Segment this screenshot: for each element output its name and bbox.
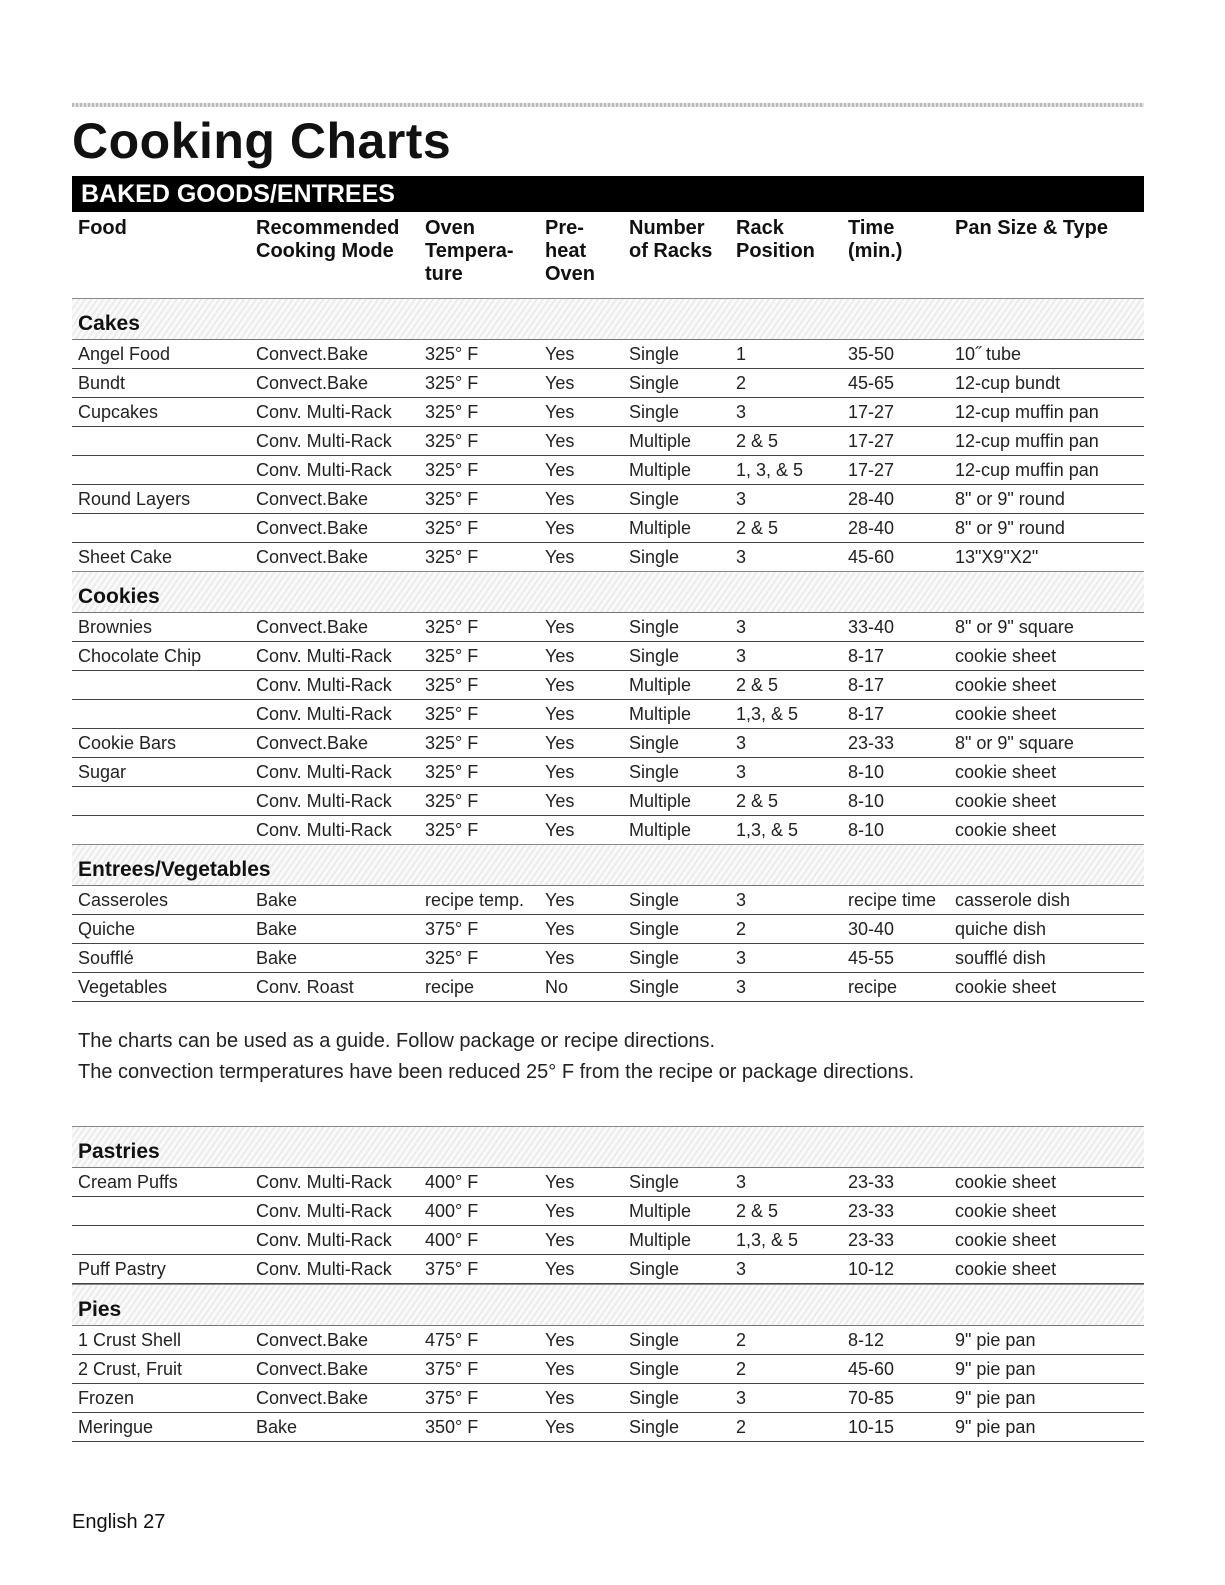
- table-cell: Quiche: [78, 919, 136, 939]
- table-cell: Convect.Bake: [256, 617, 369, 637]
- table-cell: 17-27: [848, 431, 895, 451]
- table-cell: Single: [629, 1388, 680, 1408]
- table-cell: 35-50: [848, 344, 895, 364]
- table-cell: Angel Food: [78, 344, 171, 364]
- table-cell: 9" pie pan: [955, 1330, 1036, 1350]
- table-cell: 325° F: [425, 547, 479, 567]
- table-cell: Single: [629, 489, 680, 509]
- table-cell: Yes: [545, 460, 575, 480]
- table-row: [72, 886, 1144, 915]
- table-row: [72, 700, 1144, 729]
- table-cell: 1,3, & 5: [736, 1230, 799, 1250]
- table-cell: Bundt: [78, 373, 126, 393]
- table-cell: Convect.Bake: [256, 733, 369, 753]
- group-header: [72, 571, 1144, 613]
- table-cell: Yes: [545, 948, 575, 968]
- table-cell: Chocolate Chip: [78, 646, 202, 666]
- table-cell: Convect.Bake: [256, 344, 369, 364]
- table-cell: 1 Crust Shell: [78, 1330, 182, 1350]
- table-cell: 8-17: [848, 646, 885, 666]
- table-cell: Bake: [256, 919, 298, 939]
- table-cell: Yes: [545, 373, 575, 393]
- table-cell: Bake: [256, 1417, 298, 1437]
- column-header-line: Time: [848, 217, 895, 239]
- table-cell: 13"X9"X2": [955, 547, 1039, 567]
- table-cell: 45-60: [848, 547, 895, 567]
- table-cell: 2: [736, 1359, 747, 1379]
- table-cell: Single: [629, 948, 680, 968]
- note-text: The charts can be used as a guide. Follow package or recipe directions.: [78, 1030, 716, 1052]
- table-cell: 8-17: [848, 675, 885, 695]
- table-cell: Conv. Multi-Rack: [256, 820, 392, 840]
- table-cell: Round Layers: [78, 489, 191, 509]
- table-cell: Conv. Multi-Rack: [256, 791, 392, 811]
- table-cell: Conv. Multi-Rack: [256, 1172, 392, 1192]
- table-cell: Convect.Bake: [256, 518, 369, 538]
- table-cell: 8-10: [848, 791, 885, 811]
- table-cell: 8-10: [848, 820, 885, 840]
- table-cell: 10-12: [848, 1259, 895, 1279]
- table-cell: Convect.Bake: [256, 1388, 369, 1408]
- table-cell: cookie sheet: [955, 762, 1057, 782]
- table-cell: Yes: [545, 733, 575, 753]
- table-cell: 3: [736, 547, 747, 567]
- table-cell: 2 & 5: [736, 675, 779, 695]
- table-cell: 3: [736, 489, 747, 509]
- table-cell: 2 & 5: [736, 791, 779, 811]
- table-cell: 375° F: [425, 919, 479, 939]
- column-header: [629, 217, 712, 263]
- table-cell: Convect.Bake: [256, 373, 369, 393]
- table-cell: Single: [629, 1259, 680, 1279]
- group-header: [72, 1284, 1144, 1326]
- column-header-line: Oven: [425, 217, 476, 239]
- table-cell: Conv. Multi-Rack: [256, 460, 392, 480]
- table-cell: 12-cup bundt: [955, 373, 1061, 393]
- table-row: [72, 369, 1144, 398]
- table-cell: Yes: [545, 1417, 575, 1437]
- table-row: [72, 1413, 1144, 1442]
- page-title: Cooking Charts: [72, 113, 452, 169]
- column-header-line: Pre-: [545, 217, 584, 239]
- table-cell: 325° F: [425, 431, 479, 451]
- table-cell: Yes: [545, 1259, 575, 1279]
- table-cell: Sheet Cake: [78, 547, 173, 567]
- table-cell: 325° F: [425, 402, 479, 422]
- table-cell: 12-cup muffin pan: [955, 460, 1099, 480]
- table-cell: 375° F: [425, 1259, 479, 1279]
- table-cell: 400° F: [425, 1172, 479, 1192]
- table-cell: recipe temp.: [425, 890, 525, 910]
- table-row: [72, 1168, 1144, 1197]
- table-cell: 3: [736, 1259, 747, 1279]
- table-cell: Yes: [545, 402, 575, 422]
- table-cell: Single: [629, 1172, 680, 1192]
- group-label: Pastries: [78, 1140, 160, 1163]
- table-cell: Bake: [256, 890, 298, 910]
- table-row: [72, 398, 1144, 427]
- table-cell: cookie sheet: [955, 675, 1057, 695]
- table-cell: 325° F: [425, 489, 479, 509]
- table-cell: Multiple: [629, 1201, 692, 1221]
- table-cell: 30-40: [848, 919, 895, 939]
- table-cell: cookie sheet: [955, 1230, 1057, 1250]
- table-cell: 2: [736, 919, 747, 939]
- table-cell: 12-cup muffin pan: [955, 431, 1099, 451]
- table-cell: Single: [629, 344, 680, 364]
- table-row: [72, 485, 1144, 514]
- table-cell: Yes: [545, 518, 575, 538]
- column-header: [545, 217, 595, 286]
- table-cell: 2 Crust, Fruit: [78, 1359, 183, 1379]
- table-cell: Convect.Bake: [256, 1330, 369, 1350]
- table-row: [72, 1255, 1144, 1284]
- column-header: [425, 217, 514, 286]
- table-cell: Multiple: [629, 1230, 692, 1250]
- table-cell: 325° F: [425, 617, 479, 637]
- table-cell: Single: [629, 617, 680, 637]
- table-cell: casserole dish: [955, 890, 1071, 910]
- table-cell: Yes: [545, 820, 575, 840]
- table-cell: Yes: [545, 890, 575, 910]
- column-header-line: Pan Size & Type: [955, 217, 1109, 239]
- table-cell: Conv. Multi-Rack: [256, 402, 392, 422]
- table-row: [72, 973, 1144, 1002]
- column-header-line: ture: [425, 263, 463, 285]
- table-cell: No: [545, 977, 569, 997]
- table-cell: Bake: [256, 948, 298, 968]
- table-cell: Yes: [545, 1330, 575, 1350]
- note-text: The convection termperatures have been reduced 25° F from the recipe or package directions.: [78, 1061, 915, 1083]
- table-row: [72, 340, 1144, 369]
- table-row: [72, 915, 1144, 944]
- table-cell: 475° F: [425, 1330, 479, 1350]
- table-cell: 2: [736, 1330, 747, 1350]
- table-cell: 400° F: [425, 1201, 479, 1221]
- column-header-line: (min.): [848, 240, 903, 262]
- table-row: [72, 613, 1144, 642]
- table-cell: 325° F: [425, 373, 479, 393]
- table-row: [72, 729, 1144, 758]
- table-cell: 45-60: [848, 1359, 895, 1379]
- table-cell: Yes: [545, 1172, 575, 1192]
- table-cell: Single: [629, 373, 680, 393]
- table-row: [72, 427, 1144, 456]
- table-cell: 23-33: [848, 733, 895, 753]
- table-cell: Cupcakes: [78, 402, 159, 422]
- column-header-line: Number: [629, 217, 705, 239]
- column-header-line: of Racks: [629, 240, 713, 262]
- table-cell: Single: [629, 402, 680, 422]
- table-row: [72, 543, 1144, 572]
- table-cell: Single: [629, 1330, 680, 1350]
- column-header-line: heat: [545, 240, 587, 262]
- column-header-line: Food: [78, 217, 127, 239]
- table-cell: Soufflé: [78, 948, 134, 968]
- table-row: [72, 1197, 1144, 1226]
- table-cell: Yes: [545, 547, 575, 567]
- table-cell: 325° F: [425, 820, 479, 840]
- column-header: [256, 217, 399, 263]
- table-cell: Single: [629, 547, 680, 567]
- table-cell: Brownies: [78, 617, 153, 637]
- table-row: [72, 816, 1144, 845]
- table-cell: Casseroles: [78, 890, 169, 910]
- top-rule: [72, 103, 1144, 107]
- table-cell: Conv. Multi-Rack: [256, 1259, 392, 1279]
- table-cell: soufflé dish: [955, 948, 1046, 968]
- table-cell: Conv. Multi-Rack: [256, 1230, 392, 1250]
- table-cell: 8" or 9" square: [955, 733, 1074, 753]
- table-cell: 3: [736, 402, 747, 422]
- table-row: [72, 642, 1144, 671]
- table-cell: Yes: [545, 1359, 575, 1379]
- table-cell: cookie sheet: [955, 977, 1057, 997]
- table-cell: Cream Puffs: [78, 1172, 178, 1192]
- table-cell: 2: [736, 1417, 747, 1437]
- table-row: [72, 514, 1144, 543]
- table-row: [72, 758, 1144, 787]
- table-cell: 3: [736, 1172, 747, 1192]
- table-cell: Conv. Multi-Rack: [256, 431, 392, 451]
- table-cell: Yes: [545, 791, 575, 811]
- table-cell: 325° F: [425, 518, 479, 538]
- table-cell: 33-40: [848, 617, 895, 637]
- table-cell: 2 & 5: [736, 518, 779, 538]
- table-cell: cookie sheet: [955, 1259, 1057, 1279]
- table-cell: 23-33: [848, 1172, 895, 1192]
- table-cell: 325° F: [425, 733, 479, 753]
- table-row: [72, 944, 1144, 973]
- table-cell: Multiple: [629, 791, 692, 811]
- table-row: [72, 1226, 1144, 1255]
- table-row: [72, 787, 1144, 816]
- table-cell: 10˝ tube: [955, 344, 1022, 364]
- group-label: Pies: [78, 1298, 122, 1321]
- table-cell: recipe time: [848, 890, 937, 910]
- table-cell: 8-17: [848, 704, 885, 724]
- table-cell: Single: [629, 733, 680, 753]
- table-cell: Yes: [545, 762, 575, 782]
- table-cell: Conv. Multi-Rack: [256, 762, 392, 782]
- table-cell: Yes: [545, 489, 575, 509]
- table-cell: Multiple: [629, 704, 692, 724]
- table-cell: recipe: [848, 977, 898, 997]
- column-header-line: Recommended: [256, 217, 400, 239]
- table-cell: 325° F: [425, 646, 479, 666]
- table-cell: 350° F: [425, 1417, 479, 1437]
- table-cell: Conv. Multi-Rack: [256, 675, 392, 695]
- page-footer: English 27: [72, 1511, 166, 1533]
- table-cell: Cookie Bars: [78, 733, 177, 753]
- table-cell: Conv. Roast: [256, 977, 354, 997]
- table-cell: Yes: [545, 704, 575, 724]
- table-row: [72, 1384, 1144, 1413]
- table-cell: 1, 3, & 5: [736, 460, 804, 480]
- table-cell: 3: [736, 890, 747, 910]
- table-cell: Yes: [545, 1230, 575, 1250]
- table-cell: cookie sheet: [955, 704, 1057, 724]
- table-cell: 70-85: [848, 1388, 895, 1408]
- table-cell: Yes: [545, 1388, 575, 1408]
- table-cell: 1: [736, 344, 747, 364]
- table-cell: Meringue: [78, 1417, 154, 1437]
- table-cell: 325° F: [425, 762, 479, 782]
- column-header: [736, 217, 815, 263]
- table-cell: Yes: [545, 919, 575, 939]
- table-cell: 325° F: [425, 704, 479, 724]
- table-cell: 375° F: [425, 1388, 479, 1408]
- table-cell: 325° F: [425, 791, 479, 811]
- table-cell: Convect.Bake: [256, 489, 369, 509]
- table-cell: 325° F: [425, 344, 479, 364]
- table-cell: cookie sheet: [955, 1201, 1057, 1221]
- table-cell: 10-15: [848, 1417, 895, 1437]
- table-cell: Multiple: [629, 431, 692, 451]
- table-cell: 8" or 9" square: [955, 617, 1074, 637]
- column-header-line: Tempera-: [425, 240, 514, 262]
- table-cell: 375° F: [425, 1359, 479, 1379]
- table-cell: 3: [736, 948, 747, 968]
- table-cell: cookie sheet: [955, 646, 1057, 666]
- table-cell: 1,3, & 5: [736, 704, 799, 724]
- table-cell: 400° F: [425, 1230, 479, 1250]
- table-cell: Convect.Bake: [256, 547, 369, 567]
- group-header: [72, 844, 1144, 886]
- table-cell: Multiple: [629, 820, 692, 840]
- table-cell: 8" or 9" round: [955, 489, 1065, 509]
- group-label: Cookies: [78, 585, 160, 608]
- table-cell: Multiple: [629, 460, 692, 480]
- table-cell: Single: [629, 977, 680, 997]
- table-cell: 325° F: [425, 460, 479, 480]
- table-cell: Single: [629, 890, 680, 910]
- table-cell: 45-55: [848, 948, 895, 968]
- table-cell: 28-40: [848, 518, 895, 538]
- table-cell: 23-33: [848, 1230, 895, 1250]
- table-cell: Convect.Bake: [256, 1359, 369, 1379]
- table-row: [72, 1326, 1144, 1355]
- table-cell: 45-65: [848, 373, 895, 393]
- table-cell: 12-cup muffin pan: [955, 402, 1099, 422]
- column-header-line: Cooking Mode: [256, 240, 394, 262]
- column-header-line: Oven: [545, 263, 596, 285]
- table-cell: 28-40: [848, 489, 895, 509]
- table-cell: cookie sheet: [955, 1172, 1057, 1192]
- table-cell: 2 & 5: [736, 1201, 779, 1221]
- table-row: [72, 671, 1144, 700]
- table-cell: Sugar: [78, 762, 127, 782]
- group-header: [72, 298, 1144, 340]
- column-header: [955, 217, 1108, 240]
- table-cell: recipe: [425, 977, 475, 997]
- table-cell: Single: [629, 1359, 680, 1379]
- column-header-line: Position: [736, 240, 815, 262]
- table-cell: 9" pie pan: [955, 1388, 1036, 1408]
- table-cell: 9" pie pan: [955, 1359, 1036, 1379]
- table-cell: 3: [736, 762, 747, 782]
- table-cell: Frozen: [78, 1388, 135, 1408]
- table-cell: Conv. Multi-Rack: [256, 704, 392, 724]
- table-cell: Yes: [545, 344, 575, 364]
- table-cell: 2: [736, 373, 747, 393]
- table-row: [72, 456, 1144, 485]
- table-cell: Yes: [545, 675, 575, 695]
- group-label: Entrees/Vegetables: [78, 858, 271, 881]
- table-cell: Yes: [545, 617, 575, 637]
- column-header: [848, 217, 902, 263]
- table-cell: Yes: [545, 646, 575, 666]
- section-header: BAKED GOODS/ENTREES: [72, 176, 1144, 212]
- table-cell: Single: [629, 646, 680, 666]
- table-cell: Single: [629, 919, 680, 939]
- table-cell: Multiple: [629, 518, 692, 538]
- table-cell: 23-33: [848, 1201, 895, 1221]
- table-cell: 8-12: [848, 1330, 885, 1350]
- table-cell: Multiple: [629, 675, 692, 695]
- table-cell: cookie sheet: [955, 820, 1057, 840]
- table-cell: 17-27: [848, 460, 895, 480]
- group-header: [72, 1126, 1144, 1168]
- table-cell: Vegetables: [78, 977, 168, 997]
- table-cell: cookie sheet: [955, 791, 1057, 811]
- table-cell: 8" or 9" round: [955, 518, 1065, 538]
- table-cell: 3: [736, 646, 747, 666]
- group-label: Cakes: [78, 312, 140, 335]
- table-cell: 17-27: [848, 402, 895, 422]
- table-cell: 3: [736, 617, 747, 637]
- table-cell: quiche dish: [955, 919, 1047, 939]
- table-cell: 1,3, & 5: [736, 820, 799, 840]
- table-cell: 2 & 5: [736, 431, 779, 451]
- table-cell: Single: [629, 762, 680, 782]
- table-cell: 325° F: [425, 948, 479, 968]
- table-cell: Single: [629, 1417, 680, 1437]
- table-row: [72, 1355, 1144, 1384]
- table-cell: Yes: [545, 1201, 575, 1221]
- table-cell: Conv. Multi-Rack: [256, 1201, 392, 1221]
- table-cell: Puff Pastry: [78, 1259, 166, 1279]
- table-cell: 3: [736, 1388, 747, 1408]
- table-cell: Yes: [545, 431, 575, 451]
- column-header: [78, 217, 127, 240]
- table-cell: Conv. Multi-Rack: [256, 646, 392, 666]
- table-cell: 3: [736, 977, 747, 997]
- table-cell: 3: [736, 733, 747, 753]
- column-header-line: Rack: [736, 217, 784, 239]
- table-cell: 9" pie pan: [955, 1417, 1036, 1437]
- table-cell: 8-10: [848, 762, 885, 782]
- table-cell: 325° F: [425, 675, 479, 695]
